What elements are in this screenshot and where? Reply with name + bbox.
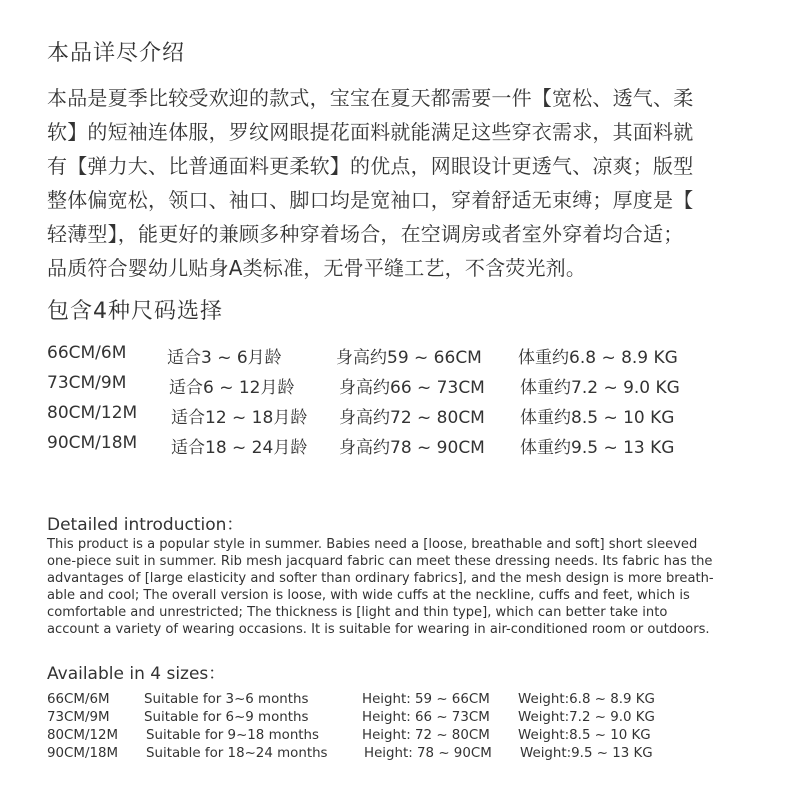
size-label: 80CM/12M xyxy=(47,403,138,423)
weight-range: Weight:7.2 ~ 9.0 KG xyxy=(518,710,655,725)
en-description-line: This product is a popular style in summer. Babies need a [loose, breathable and soft] short sleeved xyxy=(47,537,698,552)
height-range: 身高约72 ~ 80CM xyxy=(339,408,485,428)
cn-description-line: 整体偏宽松，领口、袖口、脚口均是宽袖口，穿着舒适无束缚；厚度是【 xyxy=(47,188,694,212)
cn-section-title: 本品详尽介绍 xyxy=(47,41,186,66)
cn-sizes-title: 包含4种尺码选择 xyxy=(47,299,223,324)
en-description-line: advantages of [large elasticity and softer than ordinary fabrics], and the mesh design is more breath- xyxy=(47,571,714,586)
size-label: 73CM/9M xyxy=(47,373,127,393)
weight-range: 体重约6.8 ~ 8.9 KG xyxy=(518,348,678,368)
age-range: 适合3 ~ 6月龄 xyxy=(167,348,282,368)
height-range: Height: 59 ~ 66CM xyxy=(362,692,490,707)
weight-range: 体重约9.5 ~ 13 KG xyxy=(520,438,675,458)
size-label: 66CM/6M xyxy=(47,343,127,363)
height-range: Height: 78 ~ 90CM xyxy=(364,746,492,761)
age-range: 适合6 ~ 12月龄 xyxy=(169,378,295,398)
weight-range: 体重约8.5 ~ 10 KG xyxy=(520,408,675,428)
height-range: Height: 66 ~ 73CM xyxy=(362,710,490,725)
cn-description-line: 本品是夏季比较受欢迎的款式，宝宝在夏天都需要一件【宽松、透气、柔 xyxy=(47,86,694,110)
size-label: 90CM/18M xyxy=(47,433,138,453)
en-description-line: able and cool; The overall version is loose, with wide cuffs at the neckline, cuffs and feet, which is xyxy=(47,588,690,603)
height-range: 身高约59 ~ 66CM xyxy=(336,348,482,368)
size-label: 73CM/9M xyxy=(47,710,110,725)
en-section-title: Detailed introduction： xyxy=(47,515,244,535)
height-range: 身高约78 ~ 90CM xyxy=(339,438,485,458)
age-range: Suitable for 9~18 months xyxy=(146,728,320,743)
height-range: Height: 72 ~ 80CM xyxy=(362,728,490,743)
weight-range: Weight:6.8 ~ 8.9 KG xyxy=(518,692,655,707)
age-range: Suitable for 18~24 months xyxy=(146,746,328,761)
weight-range: 体重约7.2 ~ 9.0 KG xyxy=(520,378,680,398)
size-label: 90CM/18M xyxy=(47,746,119,761)
cn-description-line: 品质符合婴幼儿贴身A类标准，无骨平缝工艺，不含荧光剂。 xyxy=(47,256,587,280)
size-label: 66CM/6M xyxy=(47,692,110,707)
en-description-line: account a variety of wearing occasions. It is suitable for wearing in air-conditioned room or outdoors. xyxy=(47,622,710,637)
en-description-line: comfortable and unrestricted; The thickness is [light and thin type], which can better take into xyxy=(47,605,668,620)
size-label: 80CM/12M xyxy=(47,728,119,743)
cn-description-line: 软】的短袖连体服，罗纹网眼提花面料就能满足这些穿衣需求，其面料就 xyxy=(47,120,694,144)
en-sizes-title: Available in 4 sizes： xyxy=(47,664,226,684)
height-range: 身高约66 ~ 73CM xyxy=(339,378,485,398)
cn-description-line: 轻薄型】，能更好的兼顾多种穿着场合，在空调房或者室外穿着均合适； xyxy=(47,222,684,246)
age-range: Suitable for 6~9 months xyxy=(144,710,309,725)
age-range: Suitable for 3~6 months xyxy=(144,692,309,707)
en-description-line: one-piece suit in summer. Rib mesh jacquard fabric can meet these dressing needs. Its fabric has the xyxy=(47,554,713,569)
cn-description-line: 有【弹力大、比普通面料更柔软】的优点，网眼设计更透气、凉爽；版型 xyxy=(47,154,694,178)
weight-range: Weight:9.5 ~ 13 KG xyxy=(520,746,653,761)
age-range: 适合18 ~ 24月龄 xyxy=(171,438,308,458)
age-range: 适合12 ~ 18月龄 xyxy=(171,408,308,428)
weight-range: Weight:8.5 ~ 10 KG xyxy=(518,728,651,743)
